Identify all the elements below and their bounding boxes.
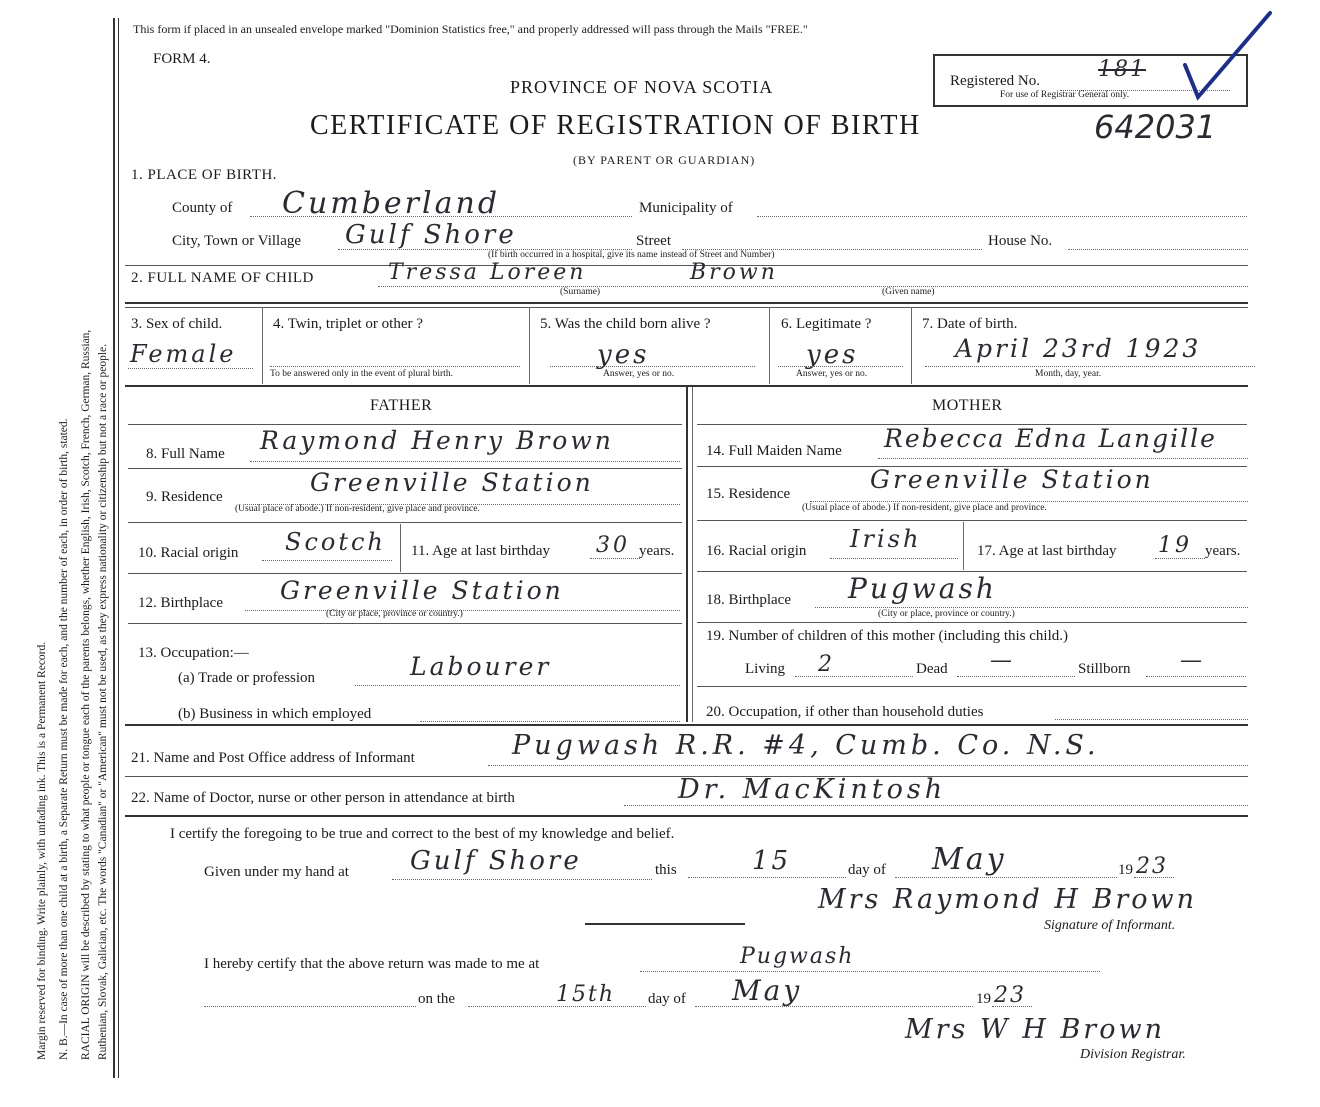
street-label: Street xyxy=(636,233,671,249)
registrar-statement: I hereby certify that the above return was made to me at xyxy=(204,956,540,972)
mother-racial-origin-value: Irish xyxy=(850,525,922,553)
registrar-signature-label: Division Registrar. xyxy=(1080,1047,1186,1062)
informant-value: Pugwash R.R. #4, Cumb. Co. N.S. xyxy=(512,730,1100,761)
mother-heading: MOTHER xyxy=(932,397,1003,414)
father-birthplace-value: Greenville Station xyxy=(280,576,564,605)
form-number: FORM 4. xyxy=(153,51,211,67)
margin-note-binding: Margin reserved for binding. Write plainly, with unfading ink. This is a Permanent Record. xyxy=(36,641,48,1060)
twin-label: 4. Twin, triplet or other ? xyxy=(273,316,423,332)
given-place-value: Gulf Shore xyxy=(410,846,582,876)
mother-residence-label: 15. Residence xyxy=(706,486,791,502)
house-no-label: House No. xyxy=(988,233,1053,249)
registrar-day-of-label: day of xyxy=(648,991,686,1007)
cert-year-prefix: 19 xyxy=(1118,862,1133,878)
father-trade-value: Labourer xyxy=(410,652,552,681)
mother-racial-origin-label: 16. Racial origin xyxy=(706,543,807,559)
certificate-number: 642031 xyxy=(1094,108,1217,146)
twin-note: To be answered only in the event of plural birth. xyxy=(270,369,453,379)
father-business-label: (b) Business in which employed xyxy=(178,706,372,722)
margin-note-multiple-births: N. B.—In case of more than one child at a birth, a Separate Return must be made for each, and the number of each, in order of birth, stated. xyxy=(58,418,70,1060)
mother-residence-value: Greenville Station xyxy=(870,465,1154,494)
frame-left-border xyxy=(113,18,115,1078)
registrar-place-value: Pugwash xyxy=(740,944,855,969)
stillborn-value: — xyxy=(1180,648,1204,673)
father-heading: FATHER xyxy=(370,397,433,414)
mother-birthplace-value: Pugwash xyxy=(848,572,997,605)
registered-no-label: Registered No. xyxy=(950,73,1040,89)
cert-year-value: 23 xyxy=(1136,854,1168,879)
sex-value: Female xyxy=(130,340,237,368)
father-name-value: Raymond Henry Brown xyxy=(260,426,614,455)
province-heading: PROVINCE OF NOVA SCOTIA xyxy=(510,77,774,97)
cert-day-value: 15 xyxy=(752,846,792,876)
father-trade-label: (a) Trade or profession xyxy=(178,670,316,686)
municipality-label: Municipality of xyxy=(639,200,733,216)
cert-day-of-label: day of xyxy=(848,862,886,878)
father-birthplace-label: 12. Birthplace xyxy=(138,595,223,611)
father-occupation-label: 13. Occupation:— xyxy=(138,645,249,661)
legitimate-label: 6. Legitimate ? xyxy=(781,316,872,332)
registrar-month-value: May xyxy=(732,974,803,1007)
mail-notice: This form if placed in an unsealed envelope marked "Dominion Statistics free," and properly addressed will pass through the Mails "FREE." xyxy=(133,22,808,36)
mother-children-label: 19. Number of children of this mother (including this child.) xyxy=(706,628,1069,644)
father-racial-origin-label: 10. Racial origin xyxy=(138,545,239,561)
father-racial-origin-value: Scotch xyxy=(285,528,386,556)
born-alive-label: 5. Was the child born alive ? xyxy=(540,316,711,332)
mother-birthplace-note: (City or place, province or country.) xyxy=(878,609,1015,619)
dob-label: 7. Date of birth. xyxy=(922,316,1018,332)
dead-label: Dead xyxy=(916,661,948,677)
father-name-label: 8. Full Name xyxy=(146,446,225,462)
father-age-unit: years. xyxy=(639,543,675,559)
place-of-birth-heading: 1. PLACE OF BIRTH. xyxy=(131,167,278,183)
child-given-names-value: Tressa Loreen xyxy=(388,260,587,285)
registered-no-value: 181 xyxy=(1098,57,1146,82)
given-under-label: Given under my hand at xyxy=(204,864,349,880)
mother-occupation-label: 20. Occupation, if other than household duties xyxy=(706,704,984,720)
mother-age-unit: years. xyxy=(1205,543,1241,559)
stillborn-label: Stillborn xyxy=(1078,661,1131,677)
mother-age-label: 17. Age at last birthday xyxy=(977,543,1117,559)
doctor-value: Dr. MacKintosh xyxy=(678,774,947,805)
registrar-general-note: For use of Registrar General only. xyxy=(1000,90,1130,100)
child-name-label: 2. FULL NAME OF CHILD xyxy=(131,270,314,286)
county-label: County of xyxy=(172,200,233,216)
check-mark-icon xyxy=(1180,5,1275,105)
mother-name-label: 14. Full Maiden Name xyxy=(706,443,842,459)
dead-value: — xyxy=(990,648,1014,673)
registrar-on-the-label: on the xyxy=(418,991,456,1007)
certify-statement: I certify the foregoing to be true and correct to the best of my knowledge and belief. xyxy=(170,826,675,842)
certificate-title: CERTIFICATE OF REGISTRATION OF BIRTH xyxy=(310,110,921,141)
informant-label: 21. Name and Post Office address of Informant xyxy=(131,750,415,766)
born-alive-value: yes xyxy=(597,340,650,370)
registrar-year-value: 23 xyxy=(994,983,1026,1008)
city-label: City, Town or Village xyxy=(172,233,302,249)
father-age-value: 30 xyxy=(596,533,630,558)
informant-signature-label: Signature of Informant. xyxy=(1044,918,1176,933)
mother-name-value: Rebecca Edna Langille xyxy=(884,424,1217,453)
registrar-signature: Mrs W H Brown xyxy=(905,1014,1165,1045)
father-age-label: 11. Age at last birthday xyxy=(411,543,550,559)
this-label: this xyxy=(655,862,677,878)
surname-note: (Surname) xyxy=(560,287,601,297)
father-residence-label: 9. Residence xyxy=(146,489,223,505)
dob-note: Month, day, year. xyxy=(1035,369,1102,379)
doctor-label: 22. Name of Doctor, nurse or other person in attendance at birth xyxy=(131,790,515,806)
mother-birthplace-label: 18. Birthplace xyxy=(706,592,791,608)
mother-age-value: 19 xyxy=(1158,533,1192,558)
registrar-year-prefix: 19 xyxy=(976,991,991,1007)
frame-left-border-inner xyxy=(118,18,119,1078)
legitimate-note: Answer, yes or no. xyxy=(796,369,868,379)
father-residence-value: Greenville Station xyxy=(310,468,594,497)
margin-note-racial-origin-cont: Ruthenian, Slovak, Galician, etc. The words "Canadian" or "American" must not be used, as they express nationality or citizenship but not a race or people. xyxy=(97,343,109,1060)
city-value: Gulf Shore xyxy=(345,220,517,250)
given-name-note: (Given name) xyxy=(882,287,935,297)
hospital-note: (If birth occurred in a hospital, give its name instead of Street and Number) xyxy=(488,250,775,260)
registrar-day-value: 15th xyxy=(556,982,616,1007)
margin-note-racial-origin: RACIAL ORIGIN will be described by stating to what people or tongue each of the parents belongs, whether English, Irish, Scotch, French, German, Russian, xyxy=(80,329,92,1060)
father-residence-note: (Usual place of abode.) If non-resident, give place and province. xyxy=(235,504,480,514)
living-label: Living xyxy=(745,661,785,677)
cert-month-value: May xyxy=(932,842,1007,877)
informant-signature: Mrs Raymond H Brown xyxy=(818,884,1198,915)
child-surname-value: Brown xyxy=(690,260,778,285)
sex-label: 3. Sex of child. xyxy=(131,316,223,332)
county-value: Cumberland xyxy=(282,186,501,221)
mother-residence-note: (Usual place of abode.) If non-resident, give place and province. xyxy=(802,503,1047,513)
father-birthplace-note: (City or place, province or country.) xyxy=(326,609,463,619)
certificate-subtitle: (BY PARENT OR GUARDIAN) xyxy=(573,153,756,167)
living-value: 2 xyxy=(818,652,834,677)
dob-value: April 23rd 1923 xyxy=(955,334,1202,363)
born-alive-note: Answer, yes or no. xyxy=(603,369,675,379)
legitimate-value: yes xyxy=(806,340,859,370)
